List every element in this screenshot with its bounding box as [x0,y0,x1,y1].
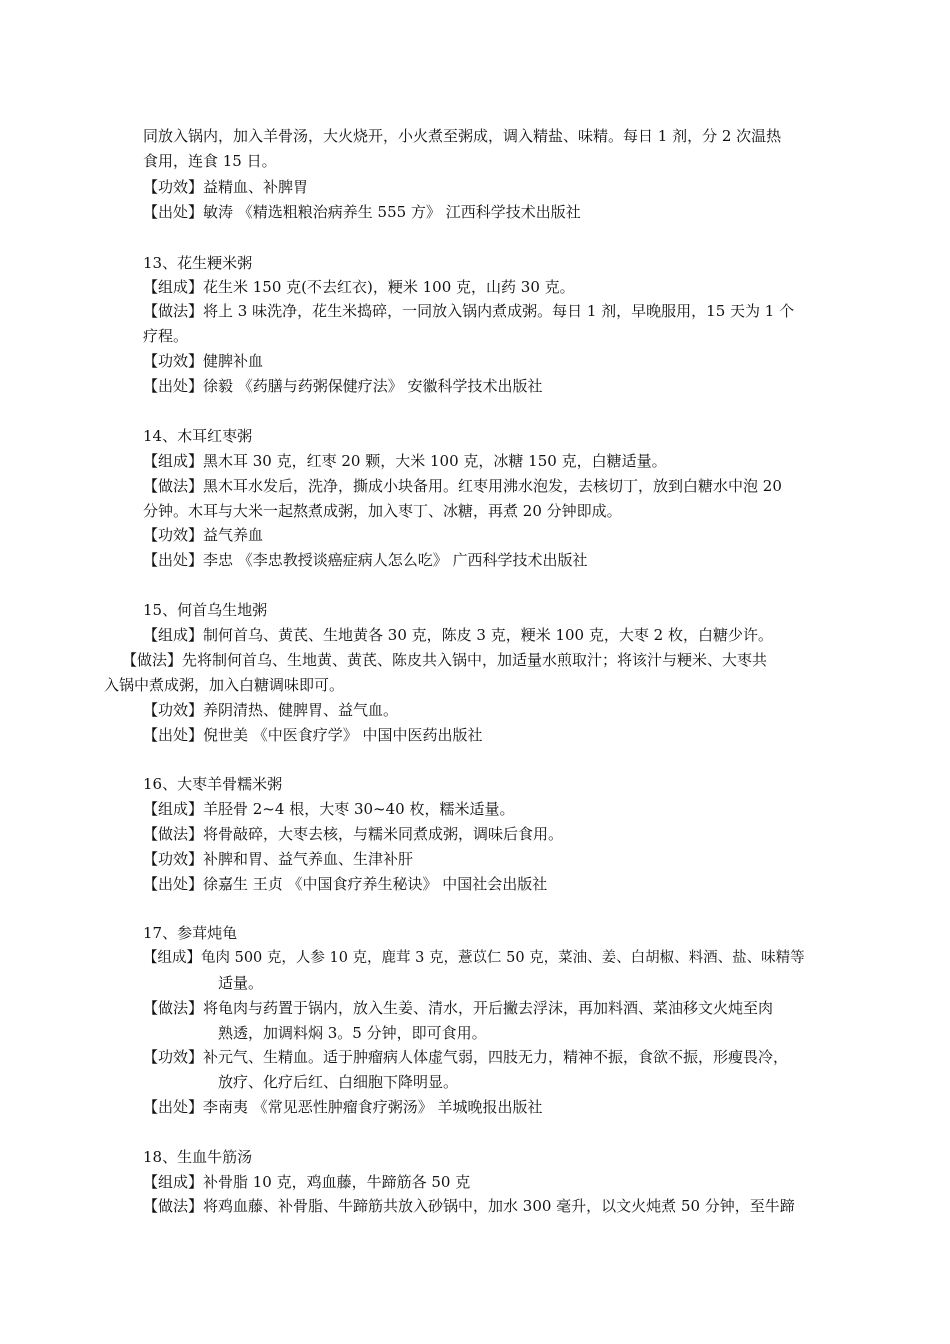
recipe-heading: 13、花生粳米粥 [143,254,253,272]
text-line: 【出处】李忠 《李忠教授谈癌症病人怎么吃》 广西科学技术出版社 [143,551,588,569]
text-line: 【功效】补元气、生精血。适于肿瘤病人体虚气弱，四肢无力，精神不振，食欲不振，形瘦畏冷， [143,1048,789,1066]
text-line: 分钟。木耳与大米一起熬煮成粥，加入枣丁、冰糖，再煮 20 分钟即成。 [143,502,622,520]
text-line: 【做法】将鸡血藤、补骨脂、牛蹄筋共放入砂锅中，加水 300 毫升，以文火炖煮 50 分钟，至牛蹄 [143,1197,795,1215]
text-line: 【组成】龟肉 500 克，人参 10 克，鹿茸 3 克，薏苡仁 50 克，菜油、姜、白胡椒、料酒、盐、味精等 [143,950,805,966]
recipe-heading: 14、木耳红枣粥 [143,427,253,445]
text-line: 【做法】将龟肉与药置于锅内，放入生姜、清水，开后撇去浮沫，再加料酒、菜油移文火炖至肉 [143,999,774,1017]
text-line: 【出处】徐毅 《药膳与药粥保健疗法》 安徽科学技术出版社 [143,377,543,395]
text-line: 疗程。 [143,327,189,345]
text-line: 【做法】将骨敲碎，大枣去核，与糯米同煮成粥，调味后食用。 [143,825,564,843]
text-line: 入锅中煮成粥，加入白糖调味即可。 [104,676,345,694]
text-line: 【组成】补骨脂 10 克，鸡血藤，牛蹄筋各 50 克 [143,1173,471,1191]
recipe-heading: 15、何首乌生地粥 [143,601,268,619]
text-line: 熟透，加调料焖 3。5 分钟，即可食用。 [218,1024,487,1042]
text-line: 食用，连食 15 日。 [143,152,277,170]
text-line: 【出处】徐嘉生 王贞 《中国食疗养生秘诀》 中国社会出版社 [143,875,548,893]
text-line: 【出处】李南夷 《常见恶性肿瘤食疗粥汤》 羊城晚报出版社 [143,1098,543,1116]
text-line: 【做法】先将制何首乌、生地黄、黄芪、陈皮共入锅中，加适量水煎取汁；将该汁与粳米、大枣共 [122,651,768,669]
text-line: 【做法】将上 3 味洗净，花生米捣碎，一同放入锅内煮成粥。每日 1 剂，早晚服用，15 天为 1 个 [143,302,795,320]
text-line: 【组成】羊胫骨 2~4 根，大枣 30~40 枚，糯米适量。 [143,800,515,818]
text-line: 放疗、化疗后红、白细胞下降明显。 [218,1073,459,1091]
text-line: 【出处】敏涛 《精选粗粮治病养生 555 方》 江西科学技术出版社 [143,203,581,221]
recipe-heading: 16、大枣羊骨糯米粥 [143,775,283,793]
text-line: 【功效】益精血、补脾胃 [143,178,309,196]
recipe-heading: 18、生血牛筋汤 [143,1148,253,1166]
recipe-heading: 17、参茸炖龟 [143,924,238,942]
text-line: 【功效】健脾补血 [143,352,264,370]
text-line: 【功效】养阴清热、健脾胃、益气血。 [143,701,399,719]
text-line: 【做法】黑木耳水发后，洗净，撕成小块备用。红枣用沸水泡发，去核切丁，放到白糖水中泡 20 [143,477,782,495]
text-line: 【组成】制何首乌、黄芪、生地黄各 30 克，陈皮 3 克，粳米 100 克，大枣 2 枚，白糖少许。 [143,626,773,644]
text-line: 【功效】益气养血 [143,526,264,544]
text-line: 【出处】倪世美 《中医食疗学》 中国中医药出版社 [143,726,483,744]
text-line: 适量。 [218,974,264,992]
text-line: 同放入锅内，加入羊骨汤，大火烧开，小火煮至粥成，调入精盐、味精。每日 1 剂，分 2 次温热 [143,127,782,145]
text-line: 【功效】补脾和胃、益气养血、生津补肝 [143,850,414,868]
text-line: 【组成】花生米 150 克(不去红衣)，粳米 100 克，山药 30 克。 [143,278,575,296]
text-line: 【组成】黑木耳 30 克，红枣 20 颗，大米 100 克，冰糖 150 克，白糖适量。 [143,452,667,470]
